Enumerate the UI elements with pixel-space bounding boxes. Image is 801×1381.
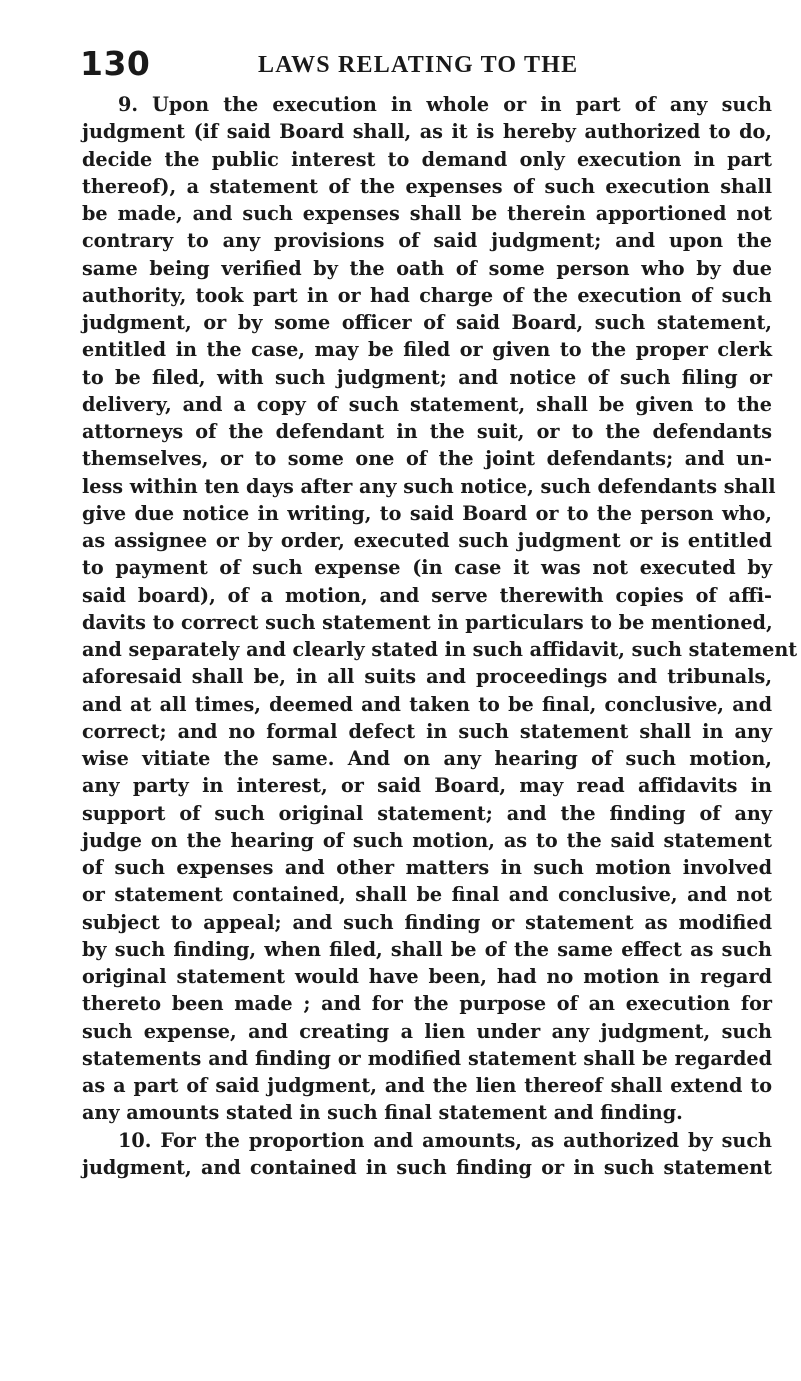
- text-line: authority, took part in or had charge of the execution of such: [82, 283, 772, 307]
- text-line: support of such original statement; and the finding of any: [82, 801, 772, 825]
- text-line: attorneys of the defendant in the suit, or to the defendants: [82, 420, 772, 443]
- page-number: 130: [80, 44, 151, 83]
- text-line: contrary to any provisions of said judgment; and upon the: [82, 229, 772, 253]
- text-line: any amounts stated in such final statement and finding.: [82, 1101, 683, 1125]
- text-line: or statement contained, shall be final and conclusive, and not: [82, 883, 772, 907]
- text-line: 9. Upon the execution in whole or in part of any such: [118, 93, 772, 116]
- text-line: said board), of a motion, and serve therewith copies of affi-: [82, 583, 772, 607]
- text-line: less within ten days after any such notice, such defendants shall: [82, 474, 776, 498]
- text-line: by such finding, when filed, shall be of the same effect as such: [82, 937, 772, 961]
- text-line: subject to appeal; and such finding or statement as modified: [82, 910, 772, 934]
- text-line: same being verified by the oath of some person who by due: [82, 256, 772, 280]
- body-text: [82, 91, 798, 1181]
- text-line: and separately and clearly stated in such affidavit, such statement: [82, 638, 798, 661]
- text-line: thereof), a statement of the expenses of such execution shall: [82, 174, 772, 198]
- text-line: any party in interest, or said Board, may read affidavits in: [82, 774, 772, 798]
- text-line: such expense, and creating a lien under any judgment, such: [82, 1019, 772, 1043]
- text-line: delivery, and a copy of such statement, shall be given to the: [82, 392, 772, 416]
- text-line: wise vitiate the same. And on any hearing of such motion,: [82, 747, 772, 770]
- text-line: thereto been made ; and for the purpose of an execution for: [82, 992, 772, 1016]
- text-line: judgment, and contained in such finding or in such statement: [82, 1155, 772, 1179]
- text-line: to be filed, with such judgment; and notice of such filing or: [82, 365, 772, 389]
- text-line: of such expenses and other matters in such motion involved: [82, 856, 772, 879]
- text-line: as assignee or by order, executed such judgment or is entitled: [82, 529, 772, 552]
- text-line: decide the public interest to demand only execution in part: [82, 147, 772, 171]
- text-line: and at all times, deemed and taken to be final, conclusive, and: [82, 692, 772, 716]
- text-line: as a part of said judgment, and the lien thereof shall extend to: [82, 1074, 772, 1097]
- text-line: statements and finding or modified statement shall be regarded: [82, 1046, 772, 1070]
- running-head: [80, 44, 772, 84]
- text-line: correct; and no formal defect in such statement shall in any: [82, 719, 772, 743]
- text-line: original statement would have been, had no motion in regard: [82, 965, 772, 988]
- running-head-title: LAWS RELATING TO THE: [258, 52, 579, 78]
- text-line: give due notice in writing, to said Board or to the person who,: [82, 501, 772, 525]
- text-line: judge on the hearing of such motion, as to the said statement: [82, 828, 772, 852]
- text-line: 10. For the proportion and amounts, as authorized by such: [118, 1128, 772, 1152]
- text-line: judgment, or by some officer of said Board, such statement,: [82, 311, 772, 334]
- text-line: aforesaid shall be, in all suits and proceedings and tribunals,: [82, 665, 772, 689]
- text-line: themselves, or to some one of the joint defendants; and un-: [82, 447, 772, 471]
- text-line: judgment (if said Board shall, as it is hereby authorized to do,: [82, 120, 772, 144]
- text-line: entitled in the case, may be filed or given to the proper clerk: [82, 338, 772, 362]
- text-line: be made, and such expenses shall be therein apportioned not: [82, 202, 772, 225]
- text-line: to payment of such expense (in case it was not executed by: [82, 556, 772, 580]
- text-line: davits to correct such statement in particulars to be mentioned,: [82, 610, 773, 634]
